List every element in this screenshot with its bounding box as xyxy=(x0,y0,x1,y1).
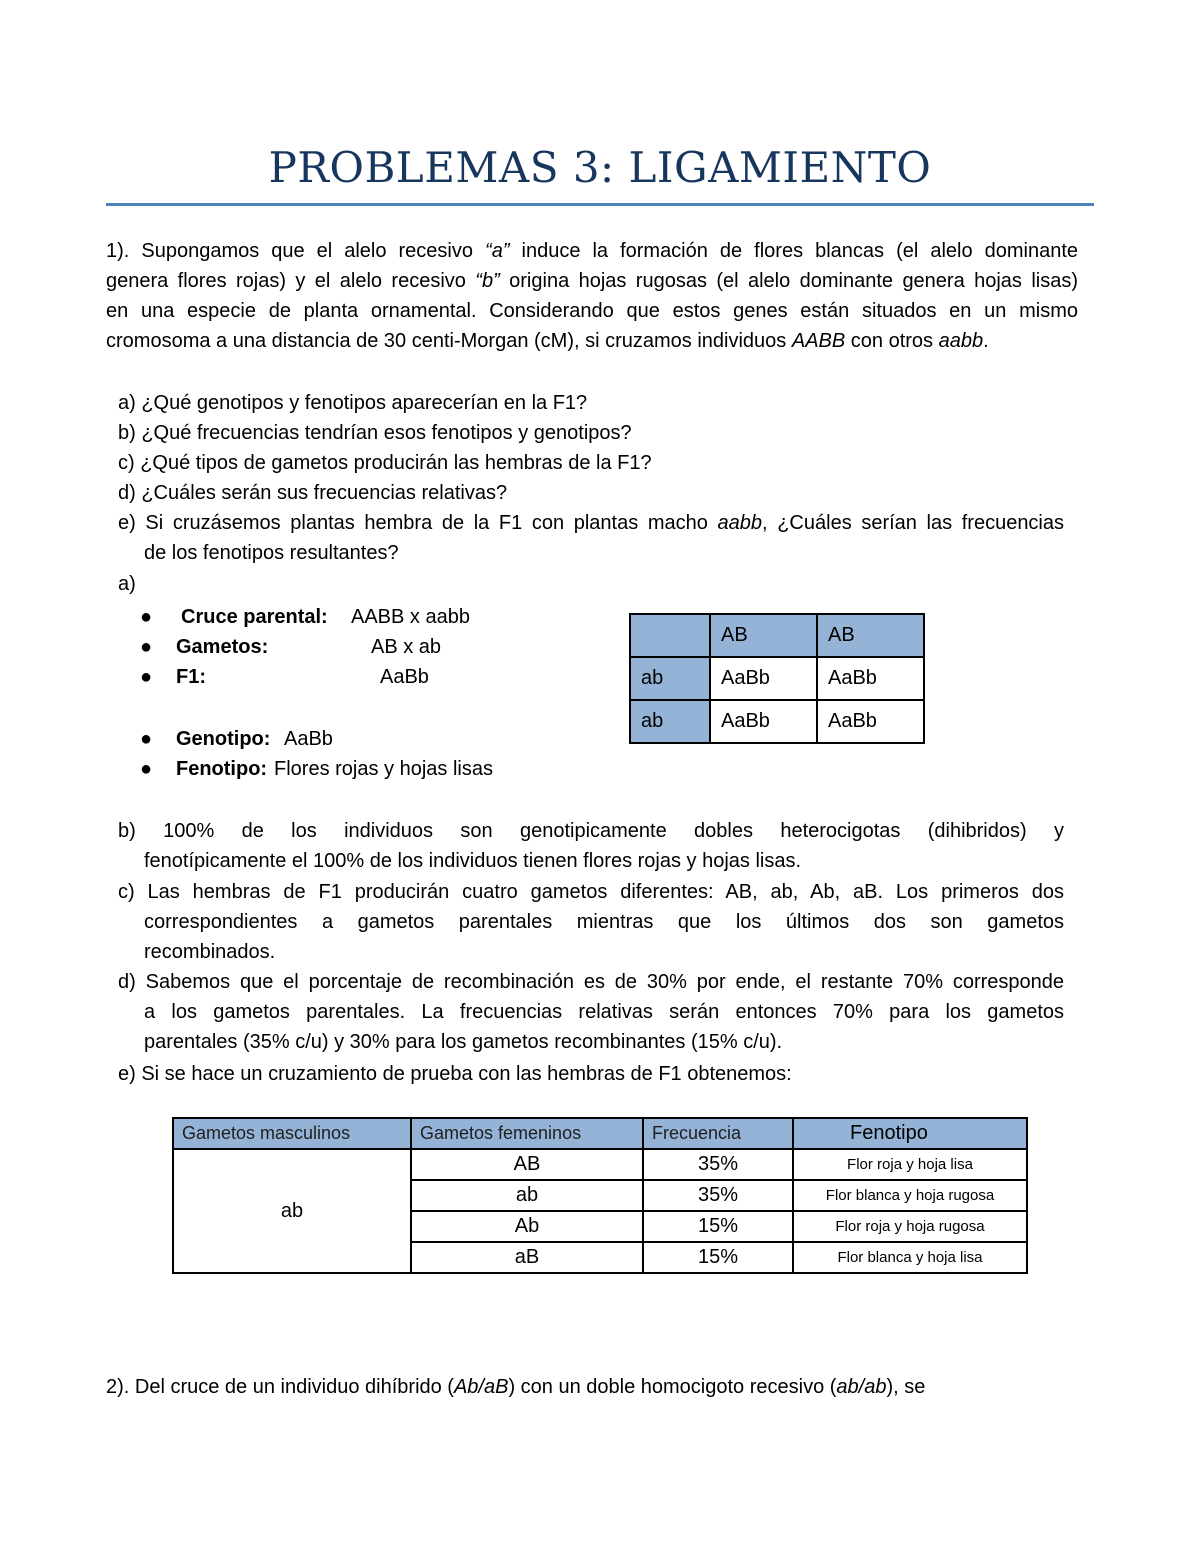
punnett-header-cell: AB xyxy=(817,614,924,657)
problem1-line1 xyxy=(106,236,1078,266)
phenotype-cell: Flor roja y hoja rugosa xyxy=(793,1211,1027,1242)
text: . xyxy=(983,330,989,352)
bullet-dot: ● xyxy=(140,728,153,750)
punnett-square xyxy=(629,613,925,744)
punnett-row xyxy=(630,657,924,700)
problem1-line4 xyxy=(106,326,1078,356)
bullet-value: AABB x aabb xyxy=(351,606,470,628)
problem1-number: 1). xyxy=(106,240,130,262)
italic-allele: “b” xyxy=(475,270,500,292)
text: genera flores rojas) y el alelo recesivo xyxy=(106,270,476,292)
header-fenotipo: Fenotipo xyxy=(793,1118,1027,1149)
italic-genotype: aabb xyxy=(717,512,763,534)
text: ), se xyxy=(886,1376,926,1398)
title-underline xyxy=(106,203,1094,206)
answer-c-line1: c) Las hembras de F1 producirán cuatro gametos diferentes: AB, ab, Ab, aB. Los primeros dos xyxy=(118,881,1064,903)
frequency-cell: 15% xyxy=(643,1242,793,1273)
frequency-cell: 35% xyxy=(643,1180,793,1211)
question-c: c) ¿Qué tipos de gametos producirán las hembras de la F1? xyxy=(118,452,652,474)
phenotype-cell: Flor blanca y hoja rugosa xyxy=(793,1180,1027,1211)
punnett-corner xyxy=(630,614,710,657)
bullet-dot: ● xyxy=(140,636,153,658)
bullet-dot: ● xyxy=(140,666,153,688)
answer-b-line2: fenotípicamente el 100% de los individuos tienen flores rojas y hojas lisas. xyxy=(144,850,802,872)
answer-d-line2: a los gametos parentales. La frecuencias relativas serán entonces 70% para los gametos xyxy=(144,1001,1064,1023)
problem1-line3: en una especie de planta ornamental. Considerando que estos genes están situados en un mismo xyxy=(106,300,1078,322)
punnett-cell: AaBb xyxy=(817,657,924,700)
header-gametos-femeninos: Gametos femeninos xyxy=(411,1118,643,1149)
question-b: b) ¿Qué frecuencias tendrían esos fenotipos y genotipos? xyxy=(118,422,632,444)
text: origina hojas rugosas (el alelo dominante genera hojas lisas) xyxy=(499,270,1078,292)
italic-genotype: aabb xyxy=(938,330,984,352)
italic-genotype: ab/ab xyxy=(836,1376,887,1398)
problem2-statement xyxy=(106,1372,925,1402)
text: 2). Del cruce de un individuo dihíbrido ( xyxy=(106,1376,454,1398)
frequency-cell: 15% xyxy=(643,1211,793,1242)
punnett-row-label: ab xyxy=(630,657,710,700)
question-a: a) ¿Qué genotipos y fenotipos aparecerían en la F1? xyxy=(118,392,588,414)
female-gamete-cell: AB xyxy=(411,1149,643,1180)
male-gamete-cell: ab xyxy=(173,1149,411,1273)
problem1-line2 xyxy=(106,266,1078,296)
punnett-cell: AaBb xyxy=(817,700,924,743)
bullet-dot: ● xyxy=(140,606,153,628)
answer-e-line1: e) Si se hace un cruzamiento de prueba con las hembras de F1 obtenemos: xyxy=(118,1063,792,1085)
answer-d-line1: d) Sabemos que el porcentaje de recombinación es de 30% por ende, el restante 70% corresponde xyxy=(118,971,1064,993)
header-frecuencia: Frecuencia xyxy=(643,1118,793,1149)
text: ) con un doble homocigoto recesivo ( xyxy=(508,1376,837,1398)
text: con otros xyxy=(845,330,939,352)
italic-genotype: Ab/aB xyxy=(453,1376,509,1398)
bullet-dot: ● xyxy=(140,758,153,780)
bullet-value: AaBb xyxy=(380,666,429,688)
text: , ¿Cuáles serían las frecuencias xyxy=(762,512,1065,534)
text: Supongamos que el alelo recesivo xyxy=(129,240,486,262)
answer-c-line2: correspondientes a gametos parentales mientras que los últimos dos son gametos xyxy=(144,911,1064,933)
frequency-cell: 35% xyxy=(643,1149,793,1180)
bullet-label: Cruce parental: xyxy=(181,606,328,628)
punnett-header-row xyxy=(630,614,924,657)
phenotype-cell: Flor blanca y hoja lisa xyxy=(793,1242,1027,1273)
bullet-value: Flores rojas y hojas lisas xyxy=(274,758,493,780)
bullet-value: AaBb xyxy=(284,728,333,750)
bullet-value: AB x ab xyxy=(371,636,442,658)
bullet-label: Fenotipo: xyxy=(176,758,268,780)
question-e xyxy=(118,508,1064,538)
table-row xyxy=(173,1149,1027,1180)
female-gamete-cell: Ab xyxy=(411,1211,643,1242)
text: induce la formación de flores blancas (el alelo dominante xyxy=(509,240,1078,262)
punnett-cell: AaBb xyxy=(710,700,817,743)
gamete-frequency-table xyxy=(172,1117,1028,1274)
phenotype-cell: Flor roja y hoja lisa xyxy=(793,1149,1027,1180)
bullet-label: Genotipo: xyxy=(176,728,271,750)
bullet-label: F1: xyxy=(176,666,206,688)
punnett-row xyxy=(630,700,924,743)
punnett-cell: AaBb xyxy=(710,657,817,700)
punnett-row-label: ab xyxy=(630,700,710,743)
problem1-statement xyxy=(106,236,1078,356)
answer-d-line3: parentales (35% c/u) y 30% para los gametos recombinantes (15% c/u). xyxy=(144,1031,783,1053)
answer-b-line1: b) 100% de los individuos son genotipicamente dobles heterocigotas (dihibridos) y xyxy=(118,820,1064,842)
punnett-header-cell: AB xyxy=(710,614,817,657)
gamete-table-header xyxy=(173,1118,1027,1149)
header-gametos-masculinos: Gametos masculinos xyxy=(173,1118,411,1149)
answer-c-line3: recombinados. xyxy=(144,941,276,963)
page-title: PROBLEMAS 3: LIGAMIENTO xyxy=(268,143,932,192)
female-gamete-cell: aB xyxy=(411,1242,643,1273)
italic-genotype: AABB xyxy=(791,330,846,352)
question-e-cont: de los fenotipos resultantes? xyxy=(144,542,399,564)
answer-a-label: a) xyxy=(118,573,136,595)
text: e) Si cruzásemos plantas hembra de la F1 con plantas macho xyxy=(118,512,718,534)
bullet-label: Gametos: xyxy=(176,636,269,658)
question-d: d) ¿Cuáles serán sus frecuencias relativas? xyxy=(118,482,508,504)
text: cromosoma a una distancia de 30 centi-Morgan (cM), si cruzamos individuos xyxy=(106,330,792,352)
italic-allele: “a” xyxy=(485,240,510,262)
female-gamete-cell: ab xyxy=(411,1180,643,1211)
